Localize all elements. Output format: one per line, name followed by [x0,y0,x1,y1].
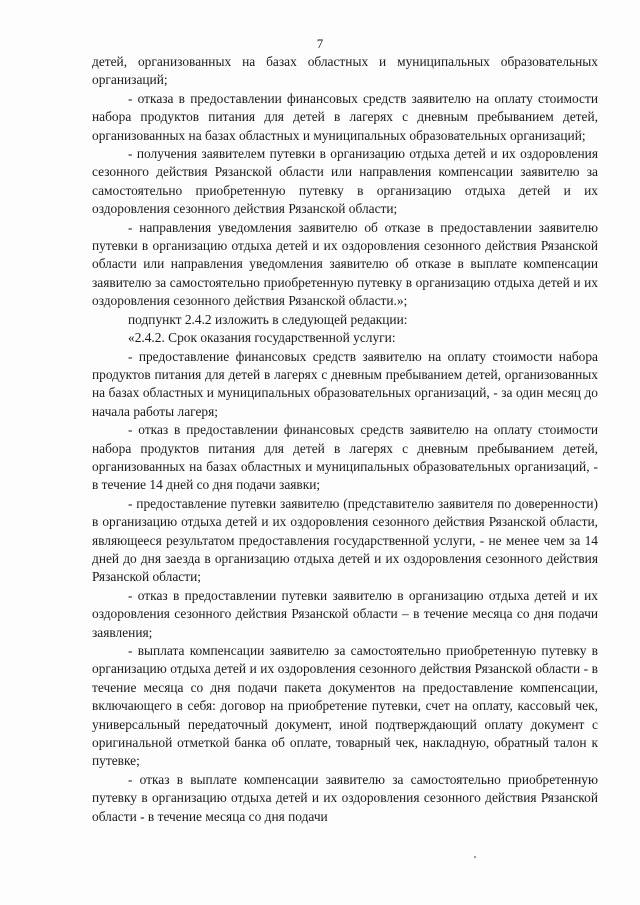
paragraph-7: - предоставление финансовых средств заявителю на оплату стоимости набора продуктов питания для детей в лагерях с дневным пребыванием детей, организованных на базах областных и муниципальных образовательных организаций, - за один месяц до начала работы лагеря; [92,348,598,419]
paragraph-12: - отказ в выплате компенсации заявителю за самостоятельно приобретенную путевку в организацию отдыха детей и их оздоровления сезонного действия Рязанской области - в течение месяца со дня подачи [92,771,598,824]
paragraph-10: - отказ в предоставлении путевки заявителю в организацию отдыха детей и их оздоровления сезонного действия Рязанской области – в течение месяца со дня подачи заявления; [92,587,598,640]
scan-speck [474,856,476,858]
paragraph-4: - направления уведомления заявителю об отказе в предоставлении заявителю путевки в организацию отдыха детей и их оздоровления сезонного действия Рязанской области или направления уведомления заявителю об отказе в выплате компенсации заявителю за самостоятельно приобретенную путевку в организацию отдыха детей и их оздоровления сезонного действия Рязанской области.»; [92,219,598,309]
paragraph-5: подпункт 2.4.2 изложить в следующей редакции: [128,311,408,327]
paragraph-8: - отказ в предоставлении финансовых средств заявителю на оплату стоимости набора продуктов питания для детей в лагерях с дневным пребыванием детей, организованных на базах областных и муниципальных образовательных организаций, - в течение 14 дней со дня подачи заявки; [92,422,598,493]
paragraph-3: - получения заявителем путевки в организацию отдыха детей и их оздоровления сезонного действия Рязанской области или направления компенсации заявителю за самостоятельно приобретенную путевку в организацию отдыха детей и их оздоровления сезонного действия Рязанской области; [92,146,598,217]
document-body [92,53,598,826]
paragraph-1: детей, организованных на базах областных и муниципальных образовательных организаций; [92,54,598,88]
paragraph-2: - отказа в предоставлении финансовых средств заявителю на оплату стоимости набора продуктов питания для детей в лагерях с дневным пребыванием детей, организованных на базах областных и муниципальных образовательных организаций; [92,90,598,143]
paragraph-6: «2.4.2. Срок оказания государственной услуги: [128,330,396,346]
paragraph-9: - предоставление путевки заявителю (представителю заявителя по доверенности) в организацию отдыха детей и их оздоровления сезонного действия Рязанской области, являющееся результатом предоставления государственной услуги, - не менее чем за 14 дней до дня заезда в организацию отдыха детей и их оздоровления сезонного действия Рязанской области; [92,495,598,585]
paragraph-11: - выплата компенсации заявителю за самостоятельно приобретенную путевку в организацию отдыха детей и их оздоровления сезонного действия Рязанской области - в течение месяца со дня подачи пакета документов на предоставление компенсации, включающего в себя: договор на приобретение путевки, счет на оплату, кассовый чек, универсальный передаточный документ, иной подтверждающий оплату документ с оригинальной отметкой банка об оплате, товарный чек, накладную, обратный талон к путевке; [92,643,598,769]
page-number: 7 [316,36,324,51]
